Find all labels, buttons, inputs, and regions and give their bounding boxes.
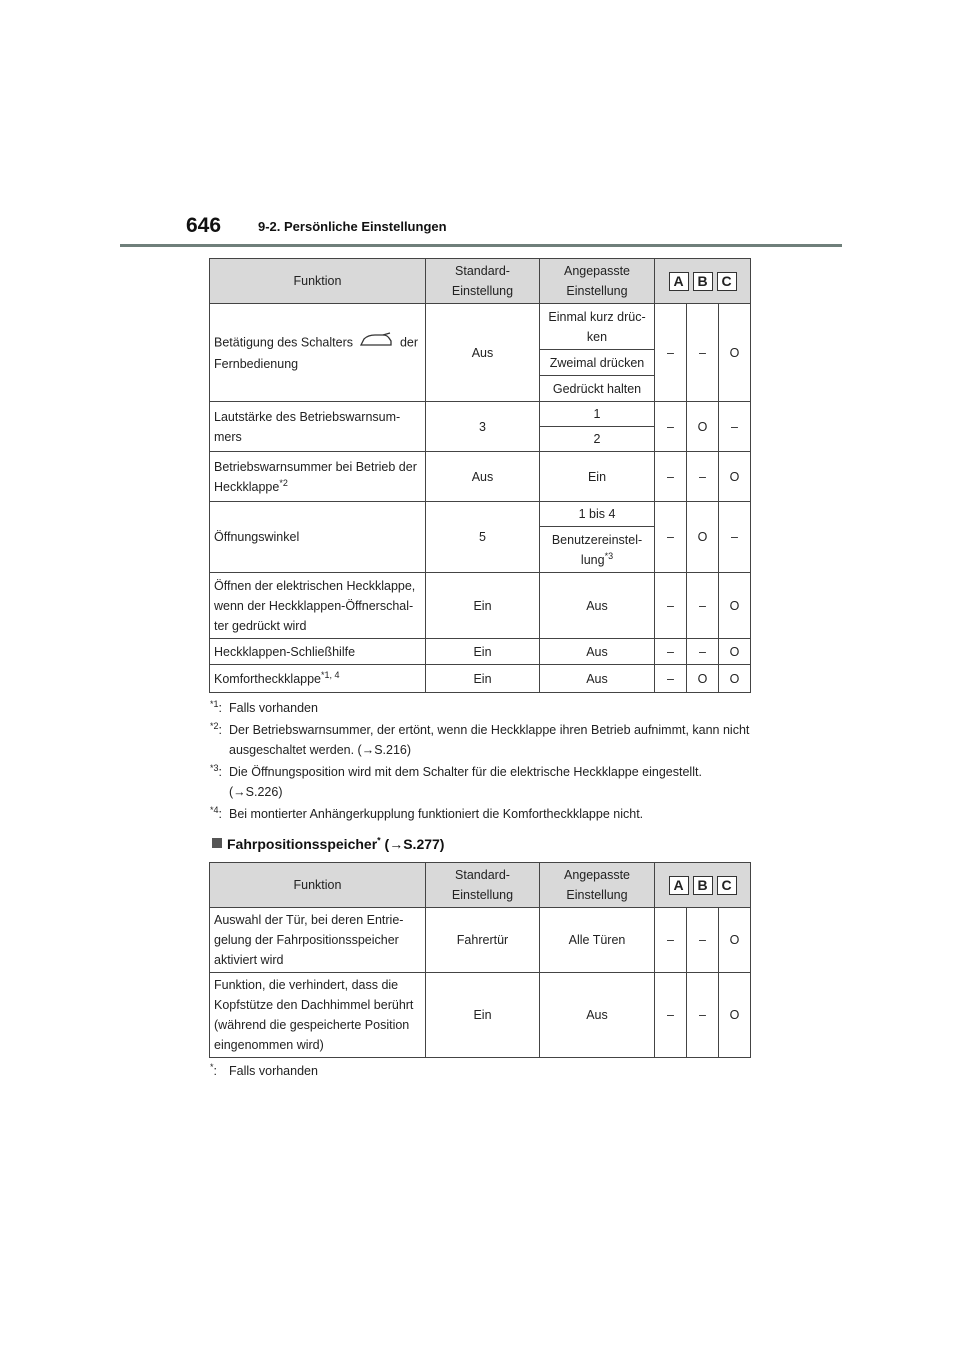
subheading-driving-position-memory: Fahrpositionsspeicher* (→S.277): [212, 836, 444, 852]
column-c-cell: O: [719, 639, 751, 665]
function-cell: Heckklappen-Schließhilfe: [210, 639, 426, 665]
column-b-cell: O: [687, 502, 719, 573]
footnote-mark: *: [210, 1061, 214, 1072]
column-c-cell: O: [719, 973, 751, 1058]
page-number: 646: [186, 214, 222, 237]
car-rear-hatch-icon: [359, 332, 393, 354]
column-b-cell: –: [687, 304, 719, 402]
standard-cell: Fahrertür: [426, 908, 540, 973]
column-a-cell: –: [655, 402, 687, 452]
footnote-ref: *2: [279, 477, 288, 488]
footnote-mark: *2: [210, 720, 219, 731]
custom-cell: Aus: [540, 665, 655, 693]
column-a-cell: –: [655, 502, 687, 573]
footnote: $^{*1}$: Falls vorhanden: [210, 698, 750, 718]
function-cell: Lautstärke des Betriebswarnsum-mers: [210, 402, 426, 452]
column-c-cell: O: [719, 908, 751, 973]
footnote: $^{*3}$: Die Öffnungsposition wird mit dem Schalter für die elektrische Heckklappe eingestellt. (→S.226): [210, 762, 750, 802]
footnote-mark: *4: [210, 804, 219, 815]
standard-cell: Aus: [426, 452, 540, 502]
custom-cell: Zweimal drücken: [540, 350, 655, 376]
table-row: [210, 402, 751, 427]
column-a-cell: –: [655, 665, 687, 693]
column-b-label: B: [693, 272, 713, 291]
column-a-cell: –: [655, 908, 687, 973]
header-rule: [120, 244, 842, 247]
function-cell: Betriebswarnsummer bei Betrieb der Heckklappe$^{*2}$: [210, 452, 426, 502]
custom-cell: 1 bis 4: [540, 502, 655, 527]
table-row: [210, 573, 751, 639]
standard-cell: 5: [426, 502, 540, 573]
header-standard: Standard- Einstellung: [426, 259, 540, 304]
footnote-text: Falls vorhanden: [229, 701, 318, 715]
footnote-text: Falls vorhanden: [229, 1064, 318, 1078]
column-b-cell: –: [687, 973, 719, 1058]
footnote: $^{*4}$: Bei montierter Anhängerkupplung funktioniert die Komfortheckklappe nicht.: [210, 804, 750, 824]
standard-cell: 3: [426, 402, 540, 452]
table-row: [210, 639, 751, 665]
column-b-cell: O: [687, 665, 719, 693]
function-cell: Komfortheckklappe$^{*1, 4}$: [210, 665, 426, 693]
footnote-text: Bei montierter Anhängerkupplung funktioniert die Komfortheckklappe nicht.: [229, 807, 644, 821]
custom-cell: Aus: [540, 973, 655, 1058]
column-c-label: C: [717, 876, 737, 895]
table-row: [210, 304, 751, 350]
footnote-ref: *1, 4: [321, 669, 340, 680]
footnote: *: Falls vorhanden: [210, 1061, 750, 1081]
table-header-row: [210, 863, 751, 908]
header-function: Funktion: [210, 259, 426, 304]
standard-cell: Ein: [426, 639, 540, 665]
footnote-text: Der Betriebswarnsummer, der ertönt, wenn die Heckklappe ihren Betrieb aufnimmt, kann nicht ausgeschaltet werden. (→S.216): [229, 723, 750, 757]
function-cell: Funktion, die verhindert, dass die Kopfstütze den Dachhimmel berührt (während die gespeicherte Position eingenommen wird): [210, 973, 426, 1058]
footnote-mark: *1: [210, 698, 219, 709]
custom-cell: Benutzereinstel-lung$^{*3}$: [540, 527, 655, 573]
header-custom: Angepasste Einstellung: [540, 259, 655, 304]
function-cell: Betätigung des Schalters der Fernbedienung: [210, 304, 426, 402]
column-c-cell: O: [719, 452, 751, 502]
column-c-cell: –: [719, 402, 751, 452]
column-b-cell: O: [687, 402, 719, 452]
table-row: [210, 665, 751, 693]
column-b-cell: –: [687, 452, 719, 502]
standard-cell: Ein: [426, 973, 540, 1058]
footnote-mark: *3: [210, 762, 219, 773]
section-title: 9-2. Persönliche Einstellungen: [258, 219, 447, 234]
column-a-cell: –: [655, 573, 687, 639]
column-b-cell: –: [687, 639, 719, 665]
column-b-cell: –: [687, 908, 719, 973]
standard-cell: Aus: [426, 304, 540, 402]
square-bullet-icon: [212, 838, 222, 848]
function-cell: Auswahl der Tür, bei deren Entrie-gelung der Fahrpositionsspeicher aktiviert wird: [210, 908, 426, 973]
footnote-text: Die Öffnungsposition wird mit dem Schalter für die elektrische Heckklappe eingestellt. (→S.226): [229, 765, 702, 799]
footnotes-driving-position: [210, 1061, 750, 1083]
column-c-cell: O: [719, 573, 751, 639]
column-a-cell: –: [655, 973, 687, 1058]
column-b-cell: –: [687, 573, 719, 639]
custom-cell: 1: [540, 402, 655, 427]
header-custom: Angepasste Einstellung: [540, 863, 655, 908]
column-a-cell: –: [655, 304, 687, 402]
footnote-ref: *3: [604, 550, 614, 561]
footnote: $^{*2}$: Der Betriebswarnsummer, der ertönt, wenn die Heckklappe ihren Betrieb aufnimmt, kann nicht ausgeschaltet werden. (→S.216): [210, 720, 750, 760]
column-c-label: C: [717, 272, 737, 291]
column-a-cell: –: [655, 639, 687, 665]
table-row: [210, 908, 751, 973]
custom-cell: Aus: [540, 573, 655, 639]
header-standard: Standard- Einstellung: [426, 863, 540, 908]
function-cell: Öffnungswinkel: [210, 502, 426, 573]
table-header-row: [210, 259, 751, 304]
footnotes-tailgate: [210, 698, 750, 826]
table-row: [210, 973, 751, 1058]
settings-table-driving-position: [209, 862, 751, 1058]
column-c-cell: O: [719, 665, 751, 693]
column-a-cell: –: [655, 452, 687, 502]
custom-cell: Alle Türen: [540, 908, 655, 973]
custom-cell: Ein: [540, 452, 655, 502]
function-cell: Öffnen der elektrischen Heckklappe, wenn der Heckklappen-Öffnerschal-ter gedrückt wird: [210, 573, 426, 639]
header-abc: [655, 863, 751, 908]
settings-table-tailgate: [209, 258, 751, 693]
column-b-label: B: [693, 876, 713, 895]
column-c-cell: –: [719, 502, 751, 573]
custom-cell: 2: [540, 427, 655, 452]
custom-cell: Einmal kurz drüc-ken: [540, 304, 655, 350]
header-function: Funktion: [210, 863, 426, 908]
table-row: [210, 502, 751, 527]
column-c-cell: O: [719, 304, 751, 402]
standard-cell: Ein: [426, 573, 540, 639]
table-row: [210, 452, 751, 502]
header-abc: [655, 259, 751, 304]
custom-cell: Gedrückt halten: [540, 376, 655, 402]
standard-cell: Ein: [426, 665, 540, 693]
column-a-label: A: [669, 876, 689, 895]
custom-cell: Aus: [540, 639, 655, 665]
column-a-label: A: [669, 272, 689, 291]
